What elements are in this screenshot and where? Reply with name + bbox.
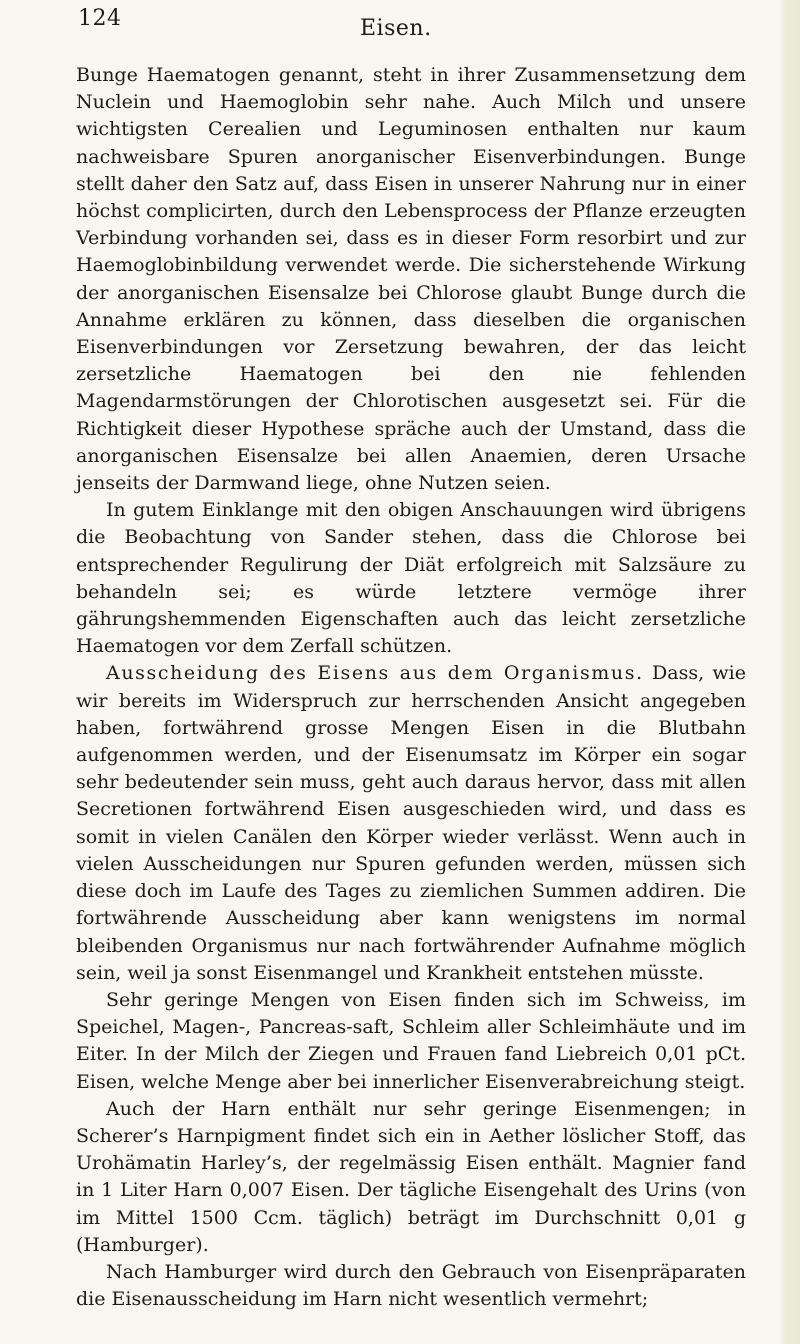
paragraph-6: Nach Hamburger wird durch den Gebrauch von Eisenpräparaten die Eisenausscheidung im Harn nicht wesentlich vermehrt;	[76, 1260, 746, 1311]
paragraph-5: Auch der Harn enthält nur sehr geringe Eisenmengen; in Scherer’s Harnpigment findet sich ein in Aether löslicher Stoff, das Urohämatin Harley’s, der regelmässig Eisen enthält. Magnier fand in 1 Liter Harn 0,007 Eisen. Der tägliche Eisengehalt des Urins (von im Mittel 1500 Ccm. täglich) beträgt im Durchschnitt 0,01 g (Hamburger).	[76, 1097, 746, 1256]
paragraph-3-text: Dass, wie wir bereits im Widerspruch zur herrschenden Ansicht angegeben haben, fortwährend grosse Mengen Eisen in die Blutbahn aufgenommen werden, und der Eisenumsatz im Körper ein sogar sehr bedeutender sein muss, geht auch daraus hervor, dass mit allen Secretionen fortwährend Eisen ausgeschieden wird, und dass es somit in vielen Canälen den Körper wieder verlässt. Wenn auch in vielen Ausscheidungen nur Spuren gefunden werden, müssen sich diese doch im Laufe des Tages zu ziemlichen Summen addiren. Die fortwährende Ausscheidung aber kann wenigstens im normal bleibenden Organismus nur nach fortwährender Aufnahme möglich sein, weil ja sonst Eisenmangel und Krankheit entstehen müsste.	[76, 662, 746, 984]
paragraph-3	[76, 660, 746, 986]
paragraph-2: In gutem Einklange mit den obigen Anschauungen wird übrigens die Beobachtung von Sander stehen, dass die Chlorose bei entsprechender Regulirung der Diät erfolgreich mit Salzsäure zu behandeln sei; es würde letztere vermöge ihrer gährungshemmenden Eigenschaften auch das leicht zersetzliche Haematogen vor dem Zerfall schützen.	[76, 499, 746, 658]
page-number: 124	[78, 6, 122, 31]
section-heading: Ausscheidung des Eisens aus dem Organismus.	[106, 662, 644, 685]
paragraph-1: Bunge Haematogen genannt, steht in ihrer Zusammensetzung dem Nuclein und Haemoglobin sehr nahe. Auch Milch und unsere wichtigsten Cerealien und Leguminosen enthalten nur kaum nachweisbare Spuren anorganischer Eisenverbindungen. Bunge stellt daher den Satz auf, dass Eisen in unserer Nahrung nur in einer höchst complicirten, durch den Lebensprocess der Pflanze erzeugten Verbindung vorhanden sei, dass es in dieser Form resorbirt und zur Haemoglobinbildung verwendet werde. Die sicherstehende Wirkung der anorganischen Eisensalze bei Chlorose glaubt Bunge durch die Annahme erklären zu können, dass dieselben die organischen Eisenverbindungen vor Zersetzung bewahren, der das leicht zersetzliche Haematogen bei den nie fehlenden Magendarmstörungen der Chlorotischen ausgesetzt sei. Für die Richtigkeit dieser Hypothese spräche auch der Umstand, dass die anorganischen Eisensalze bei allen Anaemien, deren Ursache jenseits der Darmwand liege, ohne Nutzen seien.	[76, 64, 746, 495]
paragraph-4: Sehr geringe Mengen von Eisen finden sich im Schweiss, im Speichel, Magen-, Pancreas-saft, Schleim aller Schleimhäute und im Eiter. In der Milch der Ziegen und Frauen fand Liebreich 0,01 pCt. Eisen, welche Menge aber bei innerlicher Eisenverabreichung steigt.	[76, 988, 746, 1093]
body-text	[76, 62, 746, 1313]
running-title: Eisen.	[360, 16, 432, 41]
page-edge-shadow	[778, 0, 800, 1344]
